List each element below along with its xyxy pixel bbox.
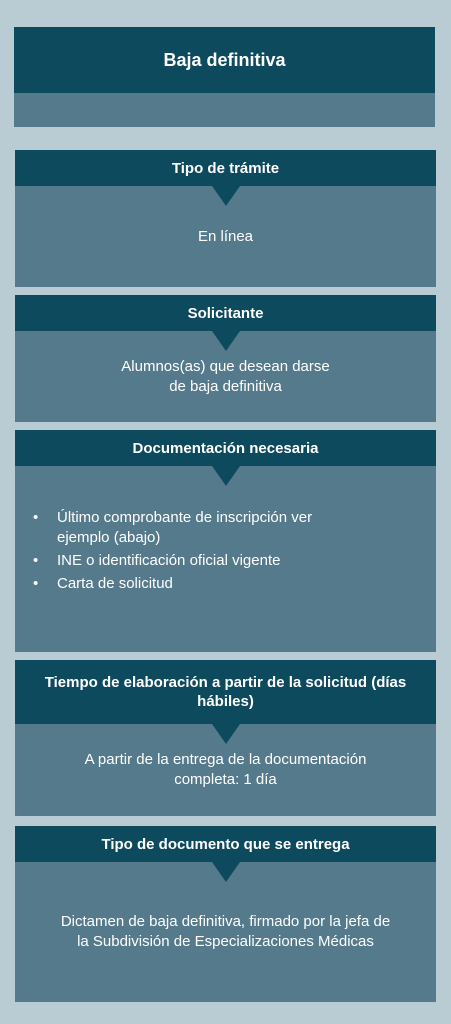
section-tipo-tramite (15, 150, 436, 287)
section-heading (15, 430, 436, 466)
arrow-down-icon (212, 466, 240, 486)
section-tipo-documento (15, 826, 436, 1002)
documents-list (15, 508, 436, 597)
section-solicitante (15, 295, 436, 422)
page-title: Baja definitiva (14, 27, 435, 93)
section-heading-text: Solicitante (187, 304, 264, 322)
arrow-down-icon (212, 862, 240, 882)
section-heading-text: Tiempo de elaboración a partir de la solicitud (días hábiles) (44, 674, 407, 710)
section-tiempo-elaboracion (15, 660, 436, 816)
list-item: • Carta de solicitud (15, 574, 436, 594)
list-item: • INE o identificación oficial vigente (15, 551, 436, 571)
section-body (15, 466, 436, 652)
section-heading (15, 660, 436, 724)
section-heading-text: Tipo de documento que se entrega (101, 835, 350, 853)
body-line: de baja definitiva (169, 377, 282, 395)
section-heading (15, 826, 436, 862)
arrow-down-icon (212, 331, 240, 351)
header-band (14, 93, 435, 127)
body-line: Dictamen de baja definitiva, firmado por la jefa de (60, 913, 391, 930)
section-heading-text: Documentación necesaria (132, 439, 319, 457)
section-body (15, 862, 436, 1002)
section-body-text (49, 912, 402, 952)
arrow-down-icon (212, 186, 240, 206)
body-line: completa: 1 día (174, 771, 277, 788)
section-heading (15, 295, 436, 331)
list-item: • Último comprobante de inscripción ver ejemplo (abajo) (15, 508, 436, 548)
page-header (14, 27, 435, 127)
section-documentacion (15, 430, 436, 652)
arrow-down-icon (212, 724, 240, 744)
section-body-text (91, 357, 359, 397)
body-line: la Subdivisión de Especializaciones Médicas (77, 933, 374, 950)
section-body-text: En línea (197, 227, 254, 245)
body-line: A partir de la entrega de la documentación (84, 751, 367, 768)
section-heading-text: Tipo de trámite (171, 159, 280, 177)
section-heading (15, 150, 436, 186)
body-line: Alumnos(as) que desean darse (121, 357, 330, 375)
section-body-text (55, 750, 397, 790)
